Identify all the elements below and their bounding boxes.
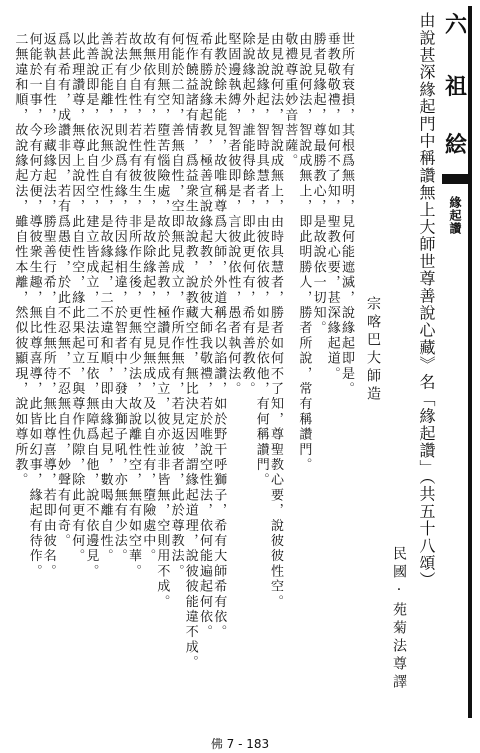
text-column: 爲甚希有，成讚非因，若有爲愚使，於此不忍無，不忍無自性，妙聲有何奇。	[55, 32, 70, 549]
text-column: 故無少自性，若性有彼生，非所作生後，更無有少法，故說離性空，無有如空華。	[126, 32, 141, 580]
text-column: 有用則無空，墮苦惱險處，故於此善教，極讚見無成立，彼亦並非皆無，空則用不成。	[154, 32, 170, 610]
margin-rule	[468, 6, 470, 718]
text-column: 何能於二知，善無自性，空即無見成立，作所作無有，若見返彼者，此於尊教法。	[168, 32, 184, 580]
title: 由說甚深緣起門中稱讚無上大師世尊善說心藏》名「緣起讚」（共五十八頌）	[417, 12, 436, 589]
text-column: 若法有自性，則說爲有緣，待因緣相違，於智者中，發大獅子吼，亦無有少法。	[111, 32, 127, 564]
text-column: 堅固邊執縛，智者彼即是，言彼說依性，愚者執何法。	[225, 32, 241, 397]
margin-char-1: 六	[444, 13, 467, 38]
translator-credit: 民國·苑菊法尊譯	[391, 546, 407, 692]
text-column: 由見說何法，智說成無上，由時具慧者，勝者如何不了知，尊聖教心要，說彼彼性空。	[268, 32, 283, 610]
author-credit: 宗喀巴大師造	[365, 296, 381, 404]
text-column: 二無違和順，故說緣起法，雖自性本離，然似彼顯現，說如尊所教。	[12, 32, 28, 488]
margin-char-3: 絵	[444, 133, 467, 158]
margin-char-2: 祖	[444, 75, 467, 100]
text-column: 勝者見緣起，尊最勝教心，是故說依一切知。	[310, 32, 326, 336]
text-column: 除說緣起外，誰能得餘者，即此更何有，希有善教敎。	[239, 32, 255, 397]
text-column: 善說正能離，況無少自性，是故緣起，二不違和順，即由緣起見，數喝離自性。	[97, 32, 113, 564]
text-column: 世所有衰損，其根爲無明，見何能遮滅，說緣起即是。	[339, 32, 354, 397]
text-column: 由見說何法，智說成無上，即此明勝人，勝者所說，常有稱讚門。	[296, 32, 312, 473]
text-column: 以此理讚尊，無尊上說因，此自性空，緣此果起立，與尊作仇隙，除此更有何。	[69, 32, 85, 564]
margin-bar	[442, 174, 470, 184]
text-column: 此善說即是，依此自性空，建立皆成立，二法可互依，無障爲自他，說不依邊見。	[83, 32, 99, 580]
text-column: 返執有自性，珍藏緣起法，勝聖善行希，自性無所待，無比尊喜導，若即由彼名。	[40, 32, 56, 580]
text-column: 垂教敬敬禮，如何不了知，聖教心要，甚深緣起道。	[324, 32, 340, 382]
margin-band	[442, 6, 470, 718]
page-frame	[10, 6, 472, 718]
text-column: 恆作饒益諸有情，爲益衆生故說教，說教藏空性，無比決定因，謂緣起道理，說彼彼能違不成。	[182, 32, 198, 671]
text-column: 何能於一事，今有何方便，導彼衆生趣，無比尊喜導，此皆如幻事，緣起有待作。	[26, 32, 42, 580]
margin-label: 緣起讚	[448, 196, 462, 235]
text-column: 敬禮尊重妙音菩薩。	[282, 32, 298, 169]
text-column: 是故說緣起，智時具慧者，由彼依依彼，如是於依他，有何稱讚門。	[253, 32, 269, 488]
text-column: 故無依有有，若性有彼生，是故除緣起，性空見無成，及以自性有，墮險處中。	[140, 32, 156, 564]
page-number: 佛 7 - 183	[210, 737, 270, 751]
text-column: 希有勝說緣起教，極善宣說緣起教，於彼大師我敬禮，若於唯說空性法，依何能遍起何依。	[197, 32, 212, 640]
text-column: 此教於餘未能見，故唯稱尊爲大師，外道稱名以諂讚，如於野干呼獅子，希有大師希有依。	[211, 32, 227, 640]
